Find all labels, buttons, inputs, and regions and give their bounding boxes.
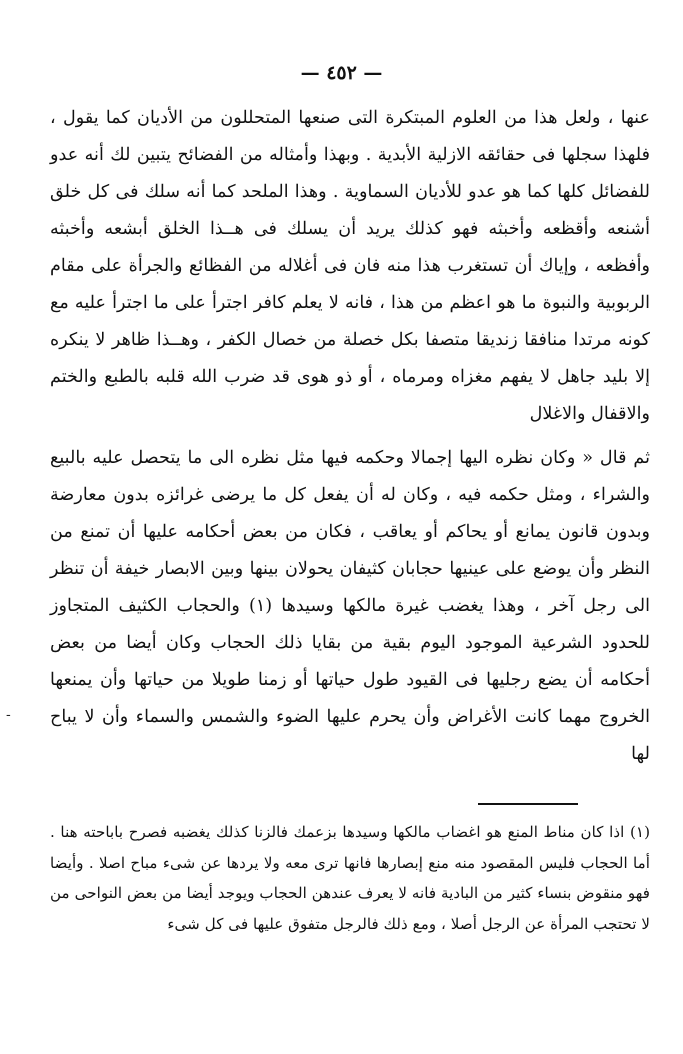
footnote-paragraph: (١) اذا كان مناط المنع هو اغضاب مالكها وسيدها بزعمك فالزنا كذلك يغضبه فصرح باباحته هنا . أما الحجاب فليس المقصود منه منع إبصارها فانها ترى معه ولا يردها عن شىء مباح اصلا . وأيضا فهو منقوض بنساء كثير من البادية فانه لا يعرف عندهن الحجاب ويوجد أيضا من بعض النواحى من لا تحتجب المرأة عن الرجل أصلا ، ومع ذلك فالرجل متفوق عليها فى كل شىء — [50, 823, 650, 933]
paragraph-1: عنها ، ولعل هذا من العلوم المبتكرة التى صنعها المتحللون من الأديان كما يقول ، فلهذا سجلها فى حقائقه الازلية الأبدية . وبهذا وأمثاله من الفضائح يتبين لك أنه عدو للفضائل كلها كما هو عدو للأديان السماوية . وهذا الملحد كما أنه سلك فى كل خلق أشنعه وأقظعه وأخبثه فهو كذلك يريد أن يسلك فى هــذا الخلق أبشعه وأخبثه وأفظعه ، وإياك أن تستغرب هذا منه فان فى أغلاله من الفظائع والجرأة على مقام الربوبية والنبوة ما هو اعظم من هذا ، فانه لا يعلم كافر اجترأ على ما اجترأ عليه مع كونه مرتدا منافقا زنديقا متصفا بكل خصلة من خصال الكفر ، وهــذا ظاهر لا ينكره إلا بليد جاهل لا يفهم مغزاه ومرماه ، أو ذو هوى قد ضرب الله قلبه بالطبع والختم والاقفال والاغلال — [50, 108, 650, 424]
paragraph-2: ثم قال « وكان نظره اليها إجمالا وحكمه فيها مثل نظره الى ما يتحصل عليه بالبيع والشراء ، ومثل حكمه فيه ، وكان له أن يفعل كل ما يرضى غرائزه بدون معارضة وبدون قانون يمانع أو يحاكم أو يعاقب ، فكان من بعض أحكامه عليها أن تمنع من النظر وأن يوضع على عينيها حجابان كثيفان يحولان بينها وبين الابصار خيفة أن تنظر الى رجل آخر ، وهذا يغضب غيرة مالكها وسيدها (١) والحجاب الكثيف المتجاوز للحدود الشرعية الموجود اليوم بقية من بقايا ذلك الحجاب وكان أيضا من بعض أحكامه أن يضع رجليها فى القيود طول حياتها أو زمنا طويلا من حياتها وأن يمنعها الخروج مهما كانت الأغراض وأن يحرم عليها الضوء والشمس والسماء وأن لا يباح لها — [50, 448, 650, 764]
page-number: — ٤٥٢ — — [300, 62, 383, 84]
margin-mark: - — [6, 707, 11, 723]
footnote — [50, 817, 650, 939]
footnote-divider — [478, 803, 578, 805]
main-text — [50, 100, 650, 773]
